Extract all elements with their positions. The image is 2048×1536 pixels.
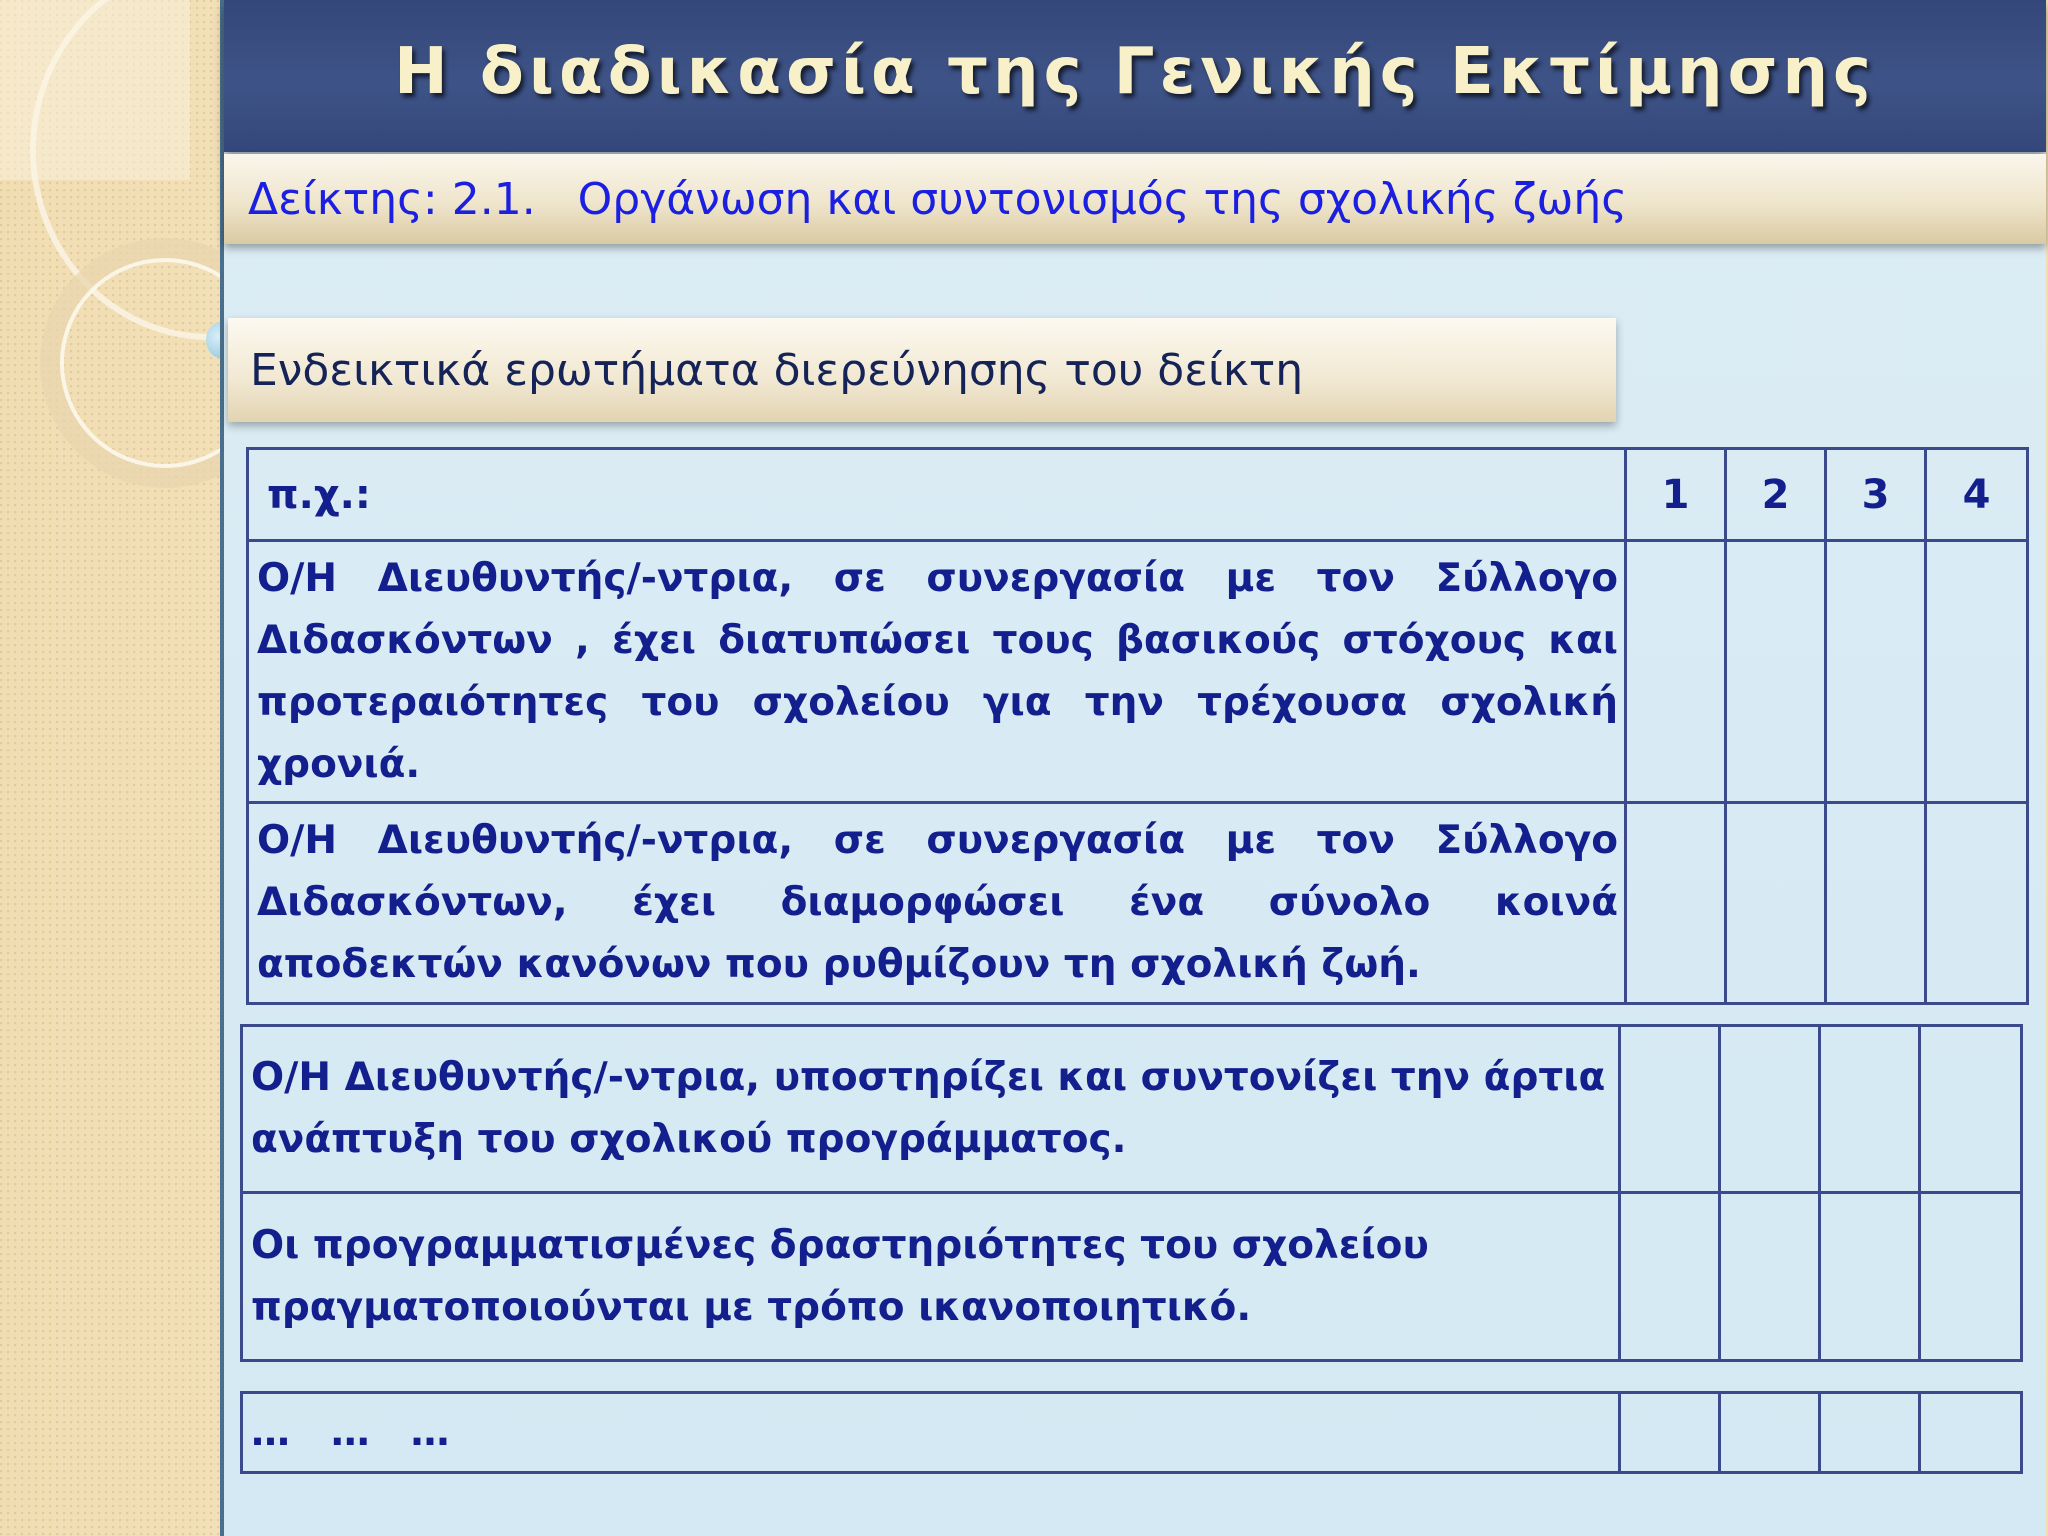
ellipsis-text: … … … (242, 1393, 1620, 1473)
table-row (242, 1026, 2022, 1193)
score-cell[interactable] (1626, 541, 1726, 803)
score-cell[interactable] (1820, 1026, 1920, 1193)
question-text: Οι προγραμματισμένες δραστηριότητες του σχολείου πραγματοποιούνται με τρόπο ικανοποιητικό. (242, 1193, 1620, 1361)
score-cell[interactable] (1820, 1393, 1920, 1473)
score-cell[interactable] (1626, 803, 1726, 1004)
title-bar (224, 0, 2046, 152)
score-cell[interactable] (1920, 1393, 2022, 1473)
score-cell[interactable] (1826, 541, 1926, 803)
score-cell[interactable] (1920, 1193, 2022, 1361)
question-text: Ο/Η Διευθυντής/-ντρια, υποστηρίζει και συντονίζει την άρτια ανάπτυξη του σχολικού προγράμματος. (242, 1026, 1620, 1193)
table-row (248, 803, 2028, 1004)
indicator-bar (224, 154, 2046, 244)
example-label: π.χ.: (248, 449, 1626, 541)
score-cell[interactable] (1620, 1026, 1720, 1193)
question-text: Ο/Η Διευθυντής/-ντρια, σε συνεργασία με τον Σύλλογο Διδασκόντων, έχει διαμορφώσει ένα σύνολο κοινά αποδεκτών κανόνων που ρυθμίζουν τη σχολική ζωή. (248, 803, 1626, 1004)
score-header-2: 2 (1726, 449, 1826, 541)
score-cell[interactable] (1726, 541, 1826, 803)
table-row (242, 1393, 2022, 1473)
score-header-4: 4 (1926, 449, 2028, 541)
score-cell[interactable] (1620, 1193, 1720, 1361)
score-cell[interactable] (1720, 1026, 1820, 1193)
table-header-row (248, 449, 2028, 541)
score-header-3: 3 (1826, 449, 1926, 541)
table-row (248, 541, 2028, 803)
score-header-1: 1 (1626, 449, 1726, 541)
score-cell[interactable] (1820, 1193, 1920, 1361)
score-cell[interactable] (1720, 1193, 1820, 1361)
score-cell[interactable] (1926, 541, 2028, 803)
score-cell[interactable] (1720, 1393, 1820, 1473)
score-cell[interactable] (1920, 1026, 2022, 1193)
score-cell[interactable] (1926, 803, 2028, 1004)
score-cell[interactable] (1620, 1393, 1720, 1473)
indicator-text: Δείκτης: 2.1. Οργάνωση και συντονισμός της σχολικής ζωής (248, 173, 1628, 225)
score-cell[interactable] (1826, 803, 1926, 1004)
slide-title: Η διαδικασία της Γενικής Εκτίμησης (394, 35, 1876, 109)
section-heading: Ενδεικτικά ερωτήματα διερεύνησης του δείκτη (250, 344, 1304, 396)
section-heading-box (228, 318, 1616, 422)
score-cell[interactable] (1726, 803, 1826, 1004)
table-row (242, 1193, 2022, 1361)
question-text: Ο/Η Διευθυντής/-ντρια, σε συνεργασία με τον Σύλλογο Διδασκόντων , έχει διατυπώσει τους βασικούς στόχους και προτεραιότητες του σχολείου για την τρέχουσα σχολική χρονιά. (248, 541, 1626, 803)
questions-table-ellipsis (240, 1391, 2023, 1474)
questions-table-main (246, 447, 2029, 1005)
questions-table-second (240, 1024, 2023, 1362)
